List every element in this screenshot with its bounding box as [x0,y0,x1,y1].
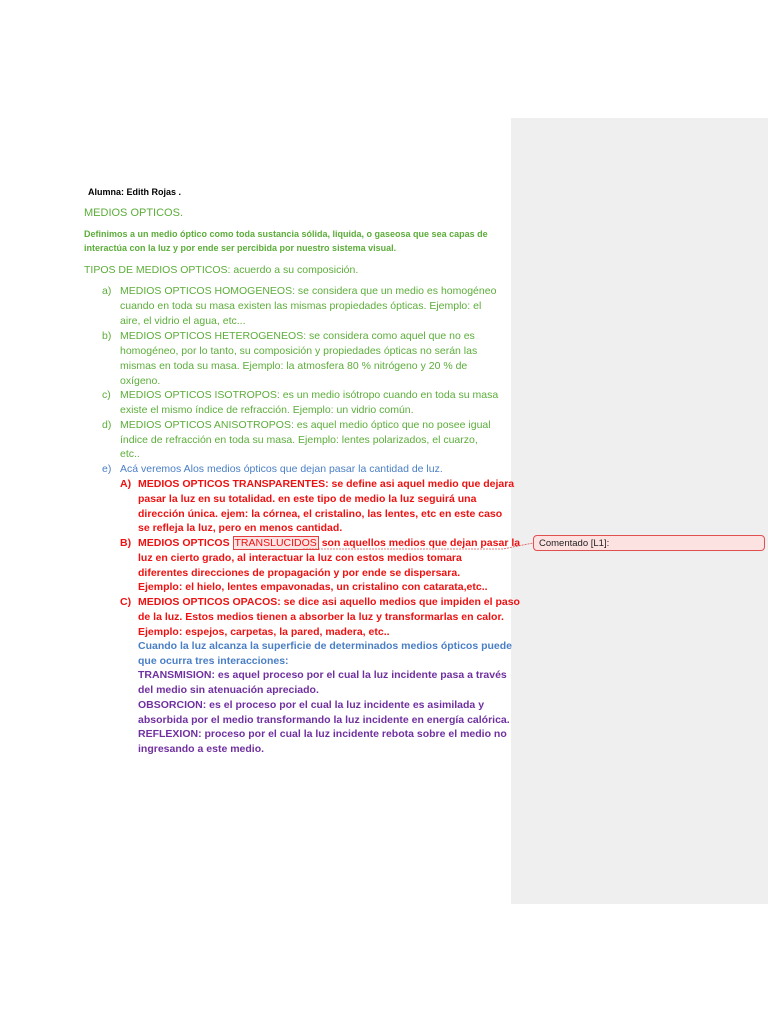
sublist-b-prefix: MEDIOS OPTICOS [138,537,233,549]
list-marker-d: d) [102,419,112,431]
list-item-c-line-1: MEDIOS OPTICOS ISOTROPOS: es un medio isótropo cuando en toda su masa [120,389,499,401]
list-item-a-line-1: MEDIOS OPTICOS HOMOGENEOS: se considera que un medio es homogéneo [120,285,497,297]
purple-para-line-6: ingresando a este medio. [138,743,265,755]
sublist-a-line-1: MEDIOS OPTICOS TRANSPARENTES: se define asi aquel medio que dejara [138,478,515,490]
comment-label: Comentado [L1]: [539,538,610,549]
list-item-b-line-1: MEDIOS OPTICOS HETEROGENEOS: se considera como aquel que no es [120,330,475,342]
list-item-a-line-3: aire, el vidrio el agua, etc... [120,315,246,327]
sublist-c-line-3: Ejemplo: espejos, carpetas, la pared, madera, etc.. [138,626,390,638]
comment-balloon[interactable] [533,535,765,551]
purple-para-line-5: REFLEXION: proceso por el cual la luz incidente rebota sobre el medio no [138,728,507,740]
list-item-c-line-2: existe el mismo índice de refracción. Ejemplo: un vidrio común. [120,404,414,416]
sublist-c-line-2: de la luz. Estos medios tienen a absorber la luz y transformarlas en calor. [138,611,504,623]
list-item-d-line-1: MEDIOS OPTICOS ANISOTROPOS: es aquel medio óptico que no posee igual [120,419,491,431]
sublist-a-line-4: se refleja la luz, pero en menos cantidad. [138,522,343,534]
sublist-b-line-4: Ejemplo: el hielo, lentes empavonadas, un cristalino con catarata,etc.. [138,581,488,593]
purple-para-line-1: TRANSMISION: es aquel proceso por el cual la luz incidente pasa a través [138,669,507,681]
list-item-b-line-2: homogéneo, por lo tanto, su composición y propiedades ópticas no serán las [120,345,478,357]
sublist-b-line-3: diferentes direcciones de propagación y por ende se dispersara. [138,567,461,579]
list-marker-b: b) [102,330,112,342]
list-marker-a: a) [102,285,112,297]
page-title: MEDIOS OPTICOS. [84,207,184,219]
list-item-b-line-3: mismas en toda su masa. Ejemplo: la atmosfera 80 % nitrógeno y 20 % de [120,360,468,372]
purple-para-line-4: absorbida por el medio transformando la luz incidente en energía calórica. [138,714,510,726]
sublist-marker-a: A) [120,478,132,490]
sublist-b-suffix: son aquellos medios que dejan pasar la [318,537,521,549]
sublist-marker-c: C) [120,596,132,608]
purple-para-line-3: OBSORCION: es el proceso por el cual la luz incidente es asimilada y [138,699,485,711]
sublist-c-line-1: MEDIOS OPTICOS OPACOS: se dice asi aquello medios que impiden el paso [138,596,520,608]
commented-text-highlight[interactable]: TRANSLUCIDOS [234,537,317,549]
sublist-marker-b: B) [120,537,132,549]
list-marker-e: e) [102,463,112,475]
purple-para-line-2: del medio sin atenuación apreciado. [138,684,319,696]
list-item-d-line-3: etc.. [120,448,140,460]
sublist-a-line-2: pasar la luz en su totalidad. en este tipo de medio la luz seguirá una [138,493,477,505]
sublist-a-line-3: dirección única. ejem: la córnea, el cristalino, las lentes, etc en este caso [138,508,503,520]
intro-line-1: Definimos a un medio óptico como toda sustancia sólida, liquida, o gaseosa que sea capas de [84,229,488,239]
list-item-b-line-4: oxígeno. [120,375,161,387]
intro-line-2: interactúa con la luz y por ende ser percibida por nuestro sistema visual. [84,243,397,253]
list-item-e-line-1: Acá veremos Alos medios ópticos que dejan pasar la cantidad de luz. [120,463,443,475]
list-marker-c: c) [102,389,111,401]
list-item-d-line-2: índice de refracción en toda su masa. Ejemplo: lentes polarizados, el cuarzo, [120,434,478,446]
list-item-a-line-2: cuando en toda su masa existen las mismas propiedades ópticas. Ejemplo: el [120,300,482,312]
blue-para-line-2: que ocurra tres interacciones: [138,655,289,667]
author-line: Alumna: Edith Rojas . [88,187,182,197]
blue-para-line-1: Cuando la luz alcanza la superficie de determinados medios ópticos puede [138,640,513,652]
sublist-b-line-2: luz en cierto grado, al interactuar la luz con estos medios tomara [138,552,462,564]
subtitle: TIPOS DE MEDIOS OPTICOS: acuerdo a su composición. [84,264,359,276]
